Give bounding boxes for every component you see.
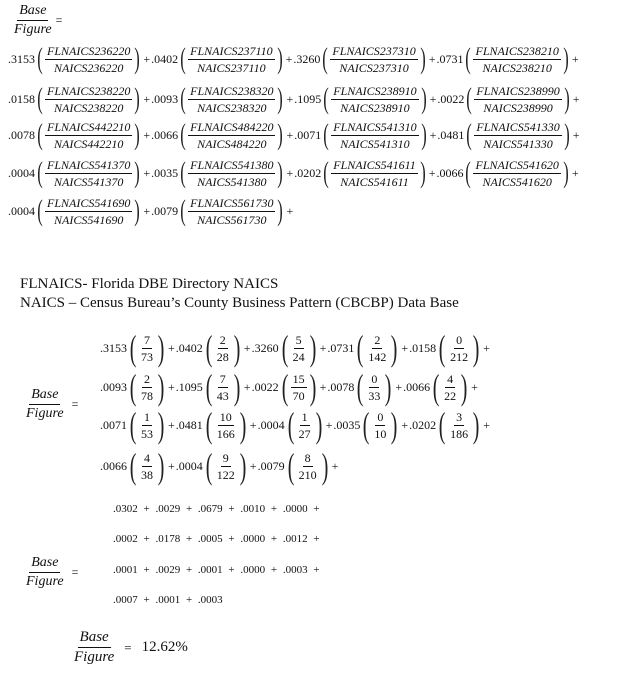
right-paren: )	[419, 156, 426, 189]
ratio-fraction	[442, 373, 458, 402]
ratio-denominator: NAICS541370	[54, 174, 124, 189]
ratio-numerator: FLNAICS237310	[332, 43, 416, 58]
ratio-fraction	[188, 121, 275, 150]
plus-sign: +	[168, 340, 175, 355]
left-paren: (	[180, 156, 186, 189]
ratio-numerator: 0	[456, 332, 463, 347]
coefficient: .0004	[175, 458, 203, 473]
left-paren: (	[323, 118, 329, 151]
ratio-numerator: 1	[301, 409, 308, 424]
section2-row-1	[100, 330, 491, 366]
base-figure-fraction	[24, 556, 66, 589]
base-label: Base	[17, 4, 48, 21]
ratio-numerator: 5	[295, 332, 302, 347]
ratio-numerator: FLNAICS561730	[190, 195, 274, 210]
ratio-fraction	[139, 452, 155, 481]
plus-sign: +	[571, 165, 579, 180]
coefficient: .0004	[8, 165, 35, 180]
coefficient: .3260	[293, 51, 321, 66]
sum-line-4: .0007 + .0001 + .0003	[113, 594, 223, 606]
equals-sign: =	[55, 13, 63, 27]
ratio-fraction	[291, 334, 307, 363]
coefficient: .0066	[100, 458, 127, 473]
plus-sign: +	[319, 340, 327, 355]
ratio-numerator: 10	[219, 409, 232, 424]
base-label: Base	[29, 388, 60, 405]
ratio-denominator: 70	[292, 388, 305, 403]
plus-sign: +	[319, 379, 327, 394]
right-paren: )	[239, 405, 247, 445]
right-paren: )	[134, 156, 141, 189]
plus-sign: +	[286, 203, 294, 218]
ratio-fraction	[45, 159, 132, 188]
figure-label: Figure	[74, 649, 115, 665]
ratio-denominator: 78	[141, 388, 153, 403]
plus-sign: +	[168, 458, 175, 473]
coefficient: .3260	[251, 340, 279, 355]
coefficient: .0481	[175, 417, 203, 432]
ratio-numerator: FLNAICS541370	[47, 157, 131, 172]
section1-base-over-figure	[12, 4, 62, 37]
right-paren: )	[277, 118, 284, 151]
right-paren: )	[277, 82, 284, 115]
plus-sign: +	[249, 417, 257, 432]
ratio-numerator: 2	[374, 332, 381, 347]
plus-sign: +	[571, 51, 579, 66]
plus-sign: +	[286, 127, 294, 142]
section1-row-5	[8, 196, 294, 226]
ratio-denominator: NAICS541380	[197, 174, 267, 189]
left-paren: (	[37, 42, 43, 75]
ratio-denominator: 33	[368, 388, 381, 403]
coefficient: .0035	[333, 417, 361, 432]
legend	[20, 275, 459, 313]
coefficient: .0202	[409, 417, 437, 432]
plus-sign: +	[572, 127, 580, 142]
ratio-fraction	[215, 411, 237, 440]
ratio-numerator: FLNAICS484220	[190, 119, 274, 134]
ratio-denominator: NAICS484220	[197, 136, 267, 151]
coefficient: .0066	[436, 165, 464, 180]
ratio-denominator: NAICS541330	[483, 136, 553, 151]
right-paren: )	[134, 118, 141, 151]
ratio-fraction	[188, 159, 275, 188]
ratio-numerator: FLNAICS238990	[476, 83, 560, 98]
right-paren: )	[321, 446, 328, 486]
right-paren: )	[134, 82, 141, 115]
coefficient: .0078	[327, 379, 355, 394]
ratio-numerator: 15	[292, 371, 305, 386]
ratio-denominator: NAICS238220	[54, 100, 124, 115]
ratio-numerator: FLNAICS541310	[333, 119, 417, 134]
ratio-denominator: 22	[444, 388, 457, 403]
coefficient: .0481	[437, 127, 465, 142]
base-label: Base	[29, 556, 60, 573]
plus-sign: +	[243, 340, 251, 355]
ratio-numerator: FLNAICS238210	[475, 43, 559, 58]
plus-sign: +	[249, 458, 257, 473]
ratio-denominator: NAICS236220	[54, 60, 124, 75]
plus-sign: +	[143, 51, 151, 66]
ratio-denominator: NAICS238910	[340, 100, 410, 115]
left-paren: (	[323, 156, 329, 189]
coefficient: .0066	[151, 127, 179, 142]
ratio-denominator: NAICS237110	[197, 60, 266, 75]
coefficient: .0079	[151, 203, 179, 218]
left-paren: (	[129, 367, 137, 407]
plus-sign: +	[483, 340, 490, 355]
section1-row-1	[8, 44, 580, 74]
ratio-numerator: FLNAICS442210	[47, 119, 131, 134]
plus-sign: +	[428, 165, 436, 180]
ratio-denominator: 73	[141, 349, 153, 364]
left-paren: (	[129, 405, 137, 445]
ratio-denominator: NAICS238210	[482, 60, 552, 75]
ratio-fraction	[366, 373, 382, 402]
left-paren: (	[287, 405, 294, 445]
coefficient: .0158	[8, 91, 35, 106]
left-paren: (	[465, 156, 472, 189]
ratio-numerator: 9	[222, 450, 229, 465]
ratio-denominator: NAICS238990	[483, 100, 553, 115]
right-paren: )	[134, 42, 141, 75]
ratio-fraction	[366, 334, 388, 363]
right-paren: )	[563, 82, 570, 115]
equals-sign: =	[71, 397, 79, 411]
ratio-fraction	[188, 197, 275, 226]
right-paren: )	[276, 42, 283, 75]
ratio-numerator: 2	[219, 332, 226, 347]
ratio-fraction	[139, 411, 155, 440]
ratio-denominator: NAICS561730	[197, 212, 267, 227]
ratio-fraction	[215, 452, 237, 481]
final-result	[72, 630, 188, 665]
left-paren: (	[129, 446, 137, 486]
section2-row-3	[100, 407, 491, 443]
ratio-denominator: NAICS442210	[54, 136, 124, 151]
sum-line-2: .0002 + .0178 + .0005 + .0000 + .0012 +	[113, 533, 320, 545]
left-paren: (	[180, 42, 186, 75]
ratio-denominator: 43	[216, 388, 229, 403]
ratio-fraction	[372, 411, 388, 440]
ratio-numerator: 0	[371, 371, 378, 386]
left-paren: (	[37, 194, 43, 227]
ratio-fraction	[45, 45, 132, 74]
ratio-numerator: 3	[456, 409, 463, 424]
left-paren: (	[466, 118, 473, 151]
ratio-denominator: NAICS541611	[340, 174, 409, 189]
coefficient: .0078	[8, 127, 35, 142]
ratio-numerator: 2	[144, 371, 150, 386]
section2-row-2	[100, 369, 479, 405]
figure-label: Figure	[26, 406, 64, 421]
ratio-fraction	[215, 373, 231, 402]
legend-line-flnaics: FLNAICS- Florida DBE Directory NAICS	[20, 276, 279, 292]
plus-sign: +	[286, 91, 294, 106]
ratio-fraction	[139, 373, 155, 402]
ratio-fraction	[139, 334, 155, 363]
left-paren: (	[466, 82, 473, 115]
plus-sign: +	[168, 417, 175, 432]
right-paren: )	[157, 367, 165, 407]
ratio-fraction	[473, 45, 560, 74]
plus-sign: +	[286, 165, 294, 180]
coefficient: .0066	[403, 379, 431, 394]
coefficient: .0022	[251, 379, 279, 394]
sum-line-1: .0302 + .0029 + .0679 + .0010 + .0000 +	[113, 503, 320, 515]
left-paren: (	[363, 405, 370, 445]
section2-base-over-figure	[24, 388, 78, 421]
plus-sign: +	[401, 340, 409, 355]
left-paren: (	[205, 405, 213, 445]
left-paren: (	[323, 82, 329, 115]
figure-label: Figure	[26, 574, 64, 589]
section1-row-3	[8, 120, 581, 150]
right-paren: )	[233, 367, 241, 407]
right-paren: )	[277, 194, 284, 227]
coefficient: .0004	[8, 203, 35, 218]
base-figure-fraction	[12, 4, 54, 37]
left-paren: (	[205, 328, 213, 368]
figure-label: Figure	[14, 22, 52, 37]
ratio-denominator: 212	[450, 349, 469, 364]
right-paren: )	[563, 156, 569, 189]
right-paren: )	[157, 328, 165, 368]
ratio-denominator: 24	[292, 349, 305, 364]
ratio-fraction	[331, 159, 417, 188]
right-paren: )	[134, 194, 141, 227]
section3-base-over-figure	[24, 556, 78, 589]
legend-line-naics: NAICS – Census Bureau’s County Business Pattern (CBCBP) Data Base	[20, 295, 459, 311]
ratio-denominator: 122	[216, 467, 235, 482]
coefficient: .0202	[294, 165, 322, 180]
left-paren: (	[438, 405, 446, 445]
equals-sign: =	[124, 639, 132, 655]
ratio-denominator: 38	[141, 467, 153, 482]
right-paren: )	[460, 367, 468, 407]
right-paren: )	[419, 42, 426, 75]
right-paren: )	[563, 42, 569, 75]
ratio-denominator: 166	[216, 426, 235, 441]
base-label: Base	[78, 630, 111, 648]
plus-sign: +	[168, 379, 175, 394]
right-paren: )	[157, 405, 165, 445]
ratio-numerator: FLNAICS541330	[476, 119, 560, 134]
ratio-numerator: 8	[304, 450, 311, 465]
right-paren: )	[420, 118, 427, 151]
ratio-fraction	[331, 121, 418, 150]
coefficient: .0731	[436, 51, 464, 66]
sum-line-3: .0001 + .0029 + .0001 + .0000 + .0003 +	[113, 564, 320, 576]
plus-sign: +	[428, 51, 436, 66]
ratio-fraction	[297, 411, 313, 440]
ratio-denominator: 27	[298, 426, 311, 441]
ratio-denominator: NAICS237310	[339, 60, 409, 75]
ratio-fraction	[331, 85, 418, 114]
plus-sign: +	[143, 165, 151, 180]
plus-sign: +	[572, 91, 580, 106]
ratio-denominator: 186	[450, 426, 469, 441]
ratio-numerator: FLNAICS541380	[190, 157, 274, 172]
left-paren: (	[465, 42, 472, 75]
plus-sign: +	[331, 458, 339, 473]
plus-sign: +	[285, 51, 293, 66]
left-paren: (	[180, 82, 186, 115]
plus-sign: +	[395, 379, 403, 394]
base-figure-fraction	[72, 630, 116, 665]
base-figure-fraction	[24, 388, 66, 421]
ratio-denominator: NAICS541310	[340, 136, 410, 151]
coefficient: .0402	[175, 340, 203, 355]
ratio-denominator: 53	[141, 426, 153, 441]
left-paren: (	[281, 367, 288, 407]
left-paren: (	[357, 328, 364, 368]
ratio-fraction	[448, 334, 470, 363]
left-paren: (	[37, 156, 43, 189]
ratio-fraction	[297, 452, 319, 481]
coefficient: .0071	[100, 417, 127, 432]
left-paren: (	[322, 42, 329, 75]
coefficient: .1095	[294, 91, 322, 106]
ratio-fraction	[45, 85, 132, 114]
left-paren: (	[205, 446, 213, 486]
left-paren: (	[37, 118, 43, 151]
plus-sign: +	[143, 203, 151, 218]
ratio-fraction	[291, 373, 307, 402]
right-paren: )	[157, 446, 165, 486]
coefficient: .0402	[151, 51, 179, 66]
coefficient: .0022	[437, 91, 465, 106]
right-paren: )	[239, 446, 247, 486]
ratio-denominator: 142	[368, 349, 387, 364]
plus-sign: +	[143, 127, 151, 142]
right-paren: )	[309, 328, 316, 368]
ratio-numerator: 0	[377, 409, 384, 424]
ratio-denominator: NAICS541690	[54, 212, 124, 227]
ratio-denominator: 210	[298, 467, 317, 482]
ratio-numerator: 7	[219, 371, 226, 386]
right-paren: )	[472, 405, 480, 445]
right-paren: )	[563, 118, 570, 151]
ratio-numerator: FLNAICS541690	[47, 195, 131, 210]
ratio-numerator: FLNAICS541611	[333, 157, 416, 172]
plus-sign: +	[325, 417, 333, 432]
ratio-numerator: FLNAICS238220	[47, 83, 131, 98]
coefficient: .3153	[8, 51, 35, 66]
ratio-numerator: 4	[447, 371, 454, 386]
right-paren: )	[309, 367, 316, 407]
left-paren: (	[205, 367, 213, 407]
ratio-denominator: NAICS541620	[482, 174, 552, 189]
ratio-numerator: FLNAICS541620	[475, 157, 559, 172]
left-paren: (	[37, 82, 43, 115]
plus-sign: +	[429, 127, 437, 142]
ratio-numerator: FLNAICS238320	[190, 83, 274, 98]
coefficient: .3153	[100, 340, 127, 355]
ratio-fraction	[45, 121, 132, 150]
ratio-fraction	[188, 45, 274, 74]
result-value: 12.62%	[141, 639, 188, 655]
ratio-numerator: FLNAICS237110	[190, 43, 273, 58]
left-paren: (	[180, 118, 186, 151]
left-paren: (	[281, 328, 288, 368]
right-paren: )	[233, 328, 241, 368]
ratio-numerator: 4	[144, 450, 150, 465]
ratio-fraction	[474, 121, 561, 150]
coefficient: .1095	[175, 379, 203, 394]
plus-sign: +	[401, 417, 409, 432]
right-paren: )	[391, 405, 398, 445]
ratio-fraction	[474, 85, 561, 114]
left-paren: (	[357, 367, 364, 407]
ratio-denominator: 10	[374, 426, 387, 441]
left-paren: (	[438, 328, 446, 368]
plus-sign: +	[471, 379, 478, 394]
right-paren: )	[385, 367, 392, 407]
ratio-fraction	[188, 85, 275, 114]
coefficient: .0093	[100, 379, 127, 394]
ratio-fraction	[45, 197, 132, 226]
coefficient: .0158	[409, 340, 437, 355]
coefficient: .0079	[257, 458, 285, 473]
left-paren: (	[129, 328, 137, 368]
coefficient: .0004	[257, 417, 285, 432]
plus-sign: +	[143, 91, 151, 106]
ratio-fraction	[473, 159, 560, 188]
right-paren: )	[420, 82, 427, 115]
left-paren: (	[287, 446, 294, 486]
left-paren: (	[432, 367, 440, 407]
ratio-numerator: 1	[144, 409, 150, 424]
plus-sign: +	[483, 417, 490, 432]
ratio-denominator: 28	[216, 349, 229, 364]
section2-row-4	[100, 448, 339, 484]
left-paren: (	[180, 194, 186, 227]
section1-row-2	[8, 84, 581, 114]
ratio-numerator: FLNAICS236220	[47, 43, 131, 58]
right-paren: )	[315, 405, 322, 445]
equals-sign: =	[71, 565, 79, 579]
section1-row-4	[8, 158, 580, 188]
ratio-denominator: NAICS238320	[197, 100, 267, 115]
coefficient: .0071	[294, 127, 322, 142]
coefficient: .0731	[327, 340, 355, 355]
ratio-fraction	[215, 334, 231, 363]
ratio-numerator: FLNAICS238910	[333, 83, 417, 98]
right-paren: )	[391, 328, 398, 368]
ratio-numerator: 7	[144, 332, 150, 347]
right-paren: )	[277, 156, 284, 189]
right-paren: )	[472, 328, 480, 368]
plus-sign: +	[243, 379, 251, 394]
ratio-fraction	[330, 45, 417, 74]
plus-sign: +	[429, 91, 437, 106]
ratio-fraction	[448, 411, 470, 440]
coefficient: .0093	[151, 91, 179, 106]
coefficient: .0035	[151, 165, 179, 180]
